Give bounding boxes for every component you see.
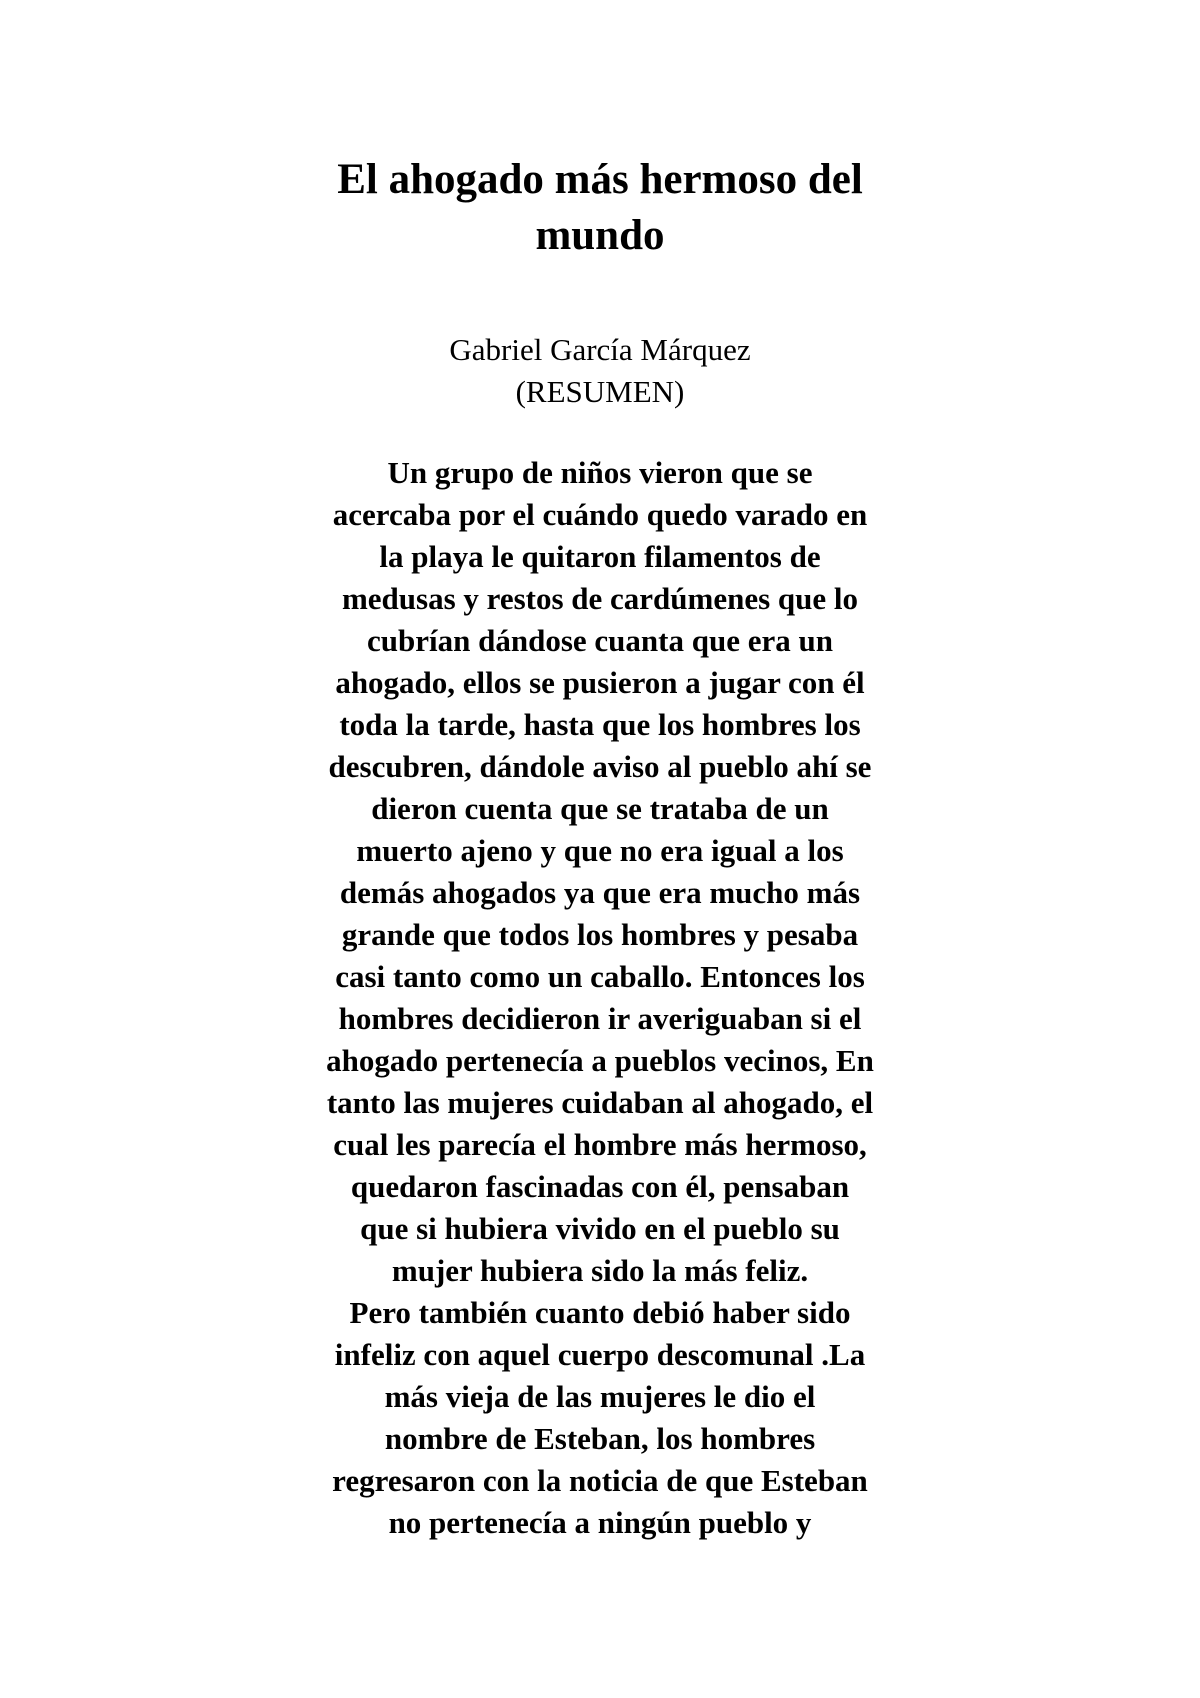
text-line: cual les parecía el hombre más hermoso, — [333, 1127, 867, 1162]
text-line: Un grupo de niños vieron que se — [387, 455, 813, 490]
text-line: cubrían dándose cuanta que era un — [367, 623, 833, 658]
text-line: dieron cuenta que se trataba de un — [371, 791, 829, 826]
text-line: toda la tarde, hasta que los hombres los — [339, 707, 861, 742]
text-line: nombre de Esteban, los hombres — [384, 1421, 816, 1456]
text-line: ahogado pertenecía a pueblos vecinos, En — [326, 1043, 874, 1078]
text-line: regresaron con la noticia de que Esteban — [332, 1463, 868, 1498]
text-line: mujer hubiera sido la más feliz. — [391, 1253, 809, 1288]
text-line: tanto las mujeres cuidaban al ahogado, el — [326, 1085, 874, 1120]
title-line: El ahogado más hermoso del — [337, 156, 863, 203]
text-line: acercaba por el cuándo quedo varado en — [332, 497, 868, 532]
text-line: medusas y restos de cardúmenes que lo — [341, 581, 859, 616]
text-line: que si hubiera vivido en el pueblo su — [360, 1211, 840, 1246]
title-line: mundo — [535, 212, 665, 259]
document-subtitle: (RESUMEN) — [515, 374, 685, 409]
text-line: ahogado, ellos se pusieron a jugar con él — [335, 665, 865, 700]
text-line: quedaron fascinadas con él, pensaban — [350, 1169, 850, 1204]
summary-paragraph — [200, 452, 1000, 1544]
text-line: infeliz con aquel cuerpo descomunal .La — [334, 1337, 866, 1372]
text-line: la playa le quitaron filamentos de — [379, 539, 821, 574]
text-line: grande que todos los hombres y pesaba — [341, 917, 859, 952]
text-line: casi tanto como un caballo. Entonces los — [335, 959, 865, 994]
author-name: Gabriel García Márquez — [449, 332, 751, 367]
text-line: más vieja de las mujeres le dio el — [384, 1379, 816, 1414]
text-line: no pertenecía a ningún pueblo y — [388, 1505, 812, 1540]
text-line: Pero también cuanto debió haber sido — [349, 1295, 851, 1330]
text-line: descubren, dándole aviso al pueblo ahí se — [328, 749, 872, 784]
text-line: demás ahogados ya que era mucho más — [339, 875, 861, 910]
text-line: muerto ajeno y que no era igual a los — [356, 833, 844, 868]
document-title — [200, 152, 1000, 264]
text-line: hombres decidieron ir averiguaban si el — [338, 1001, 862, 1036]
